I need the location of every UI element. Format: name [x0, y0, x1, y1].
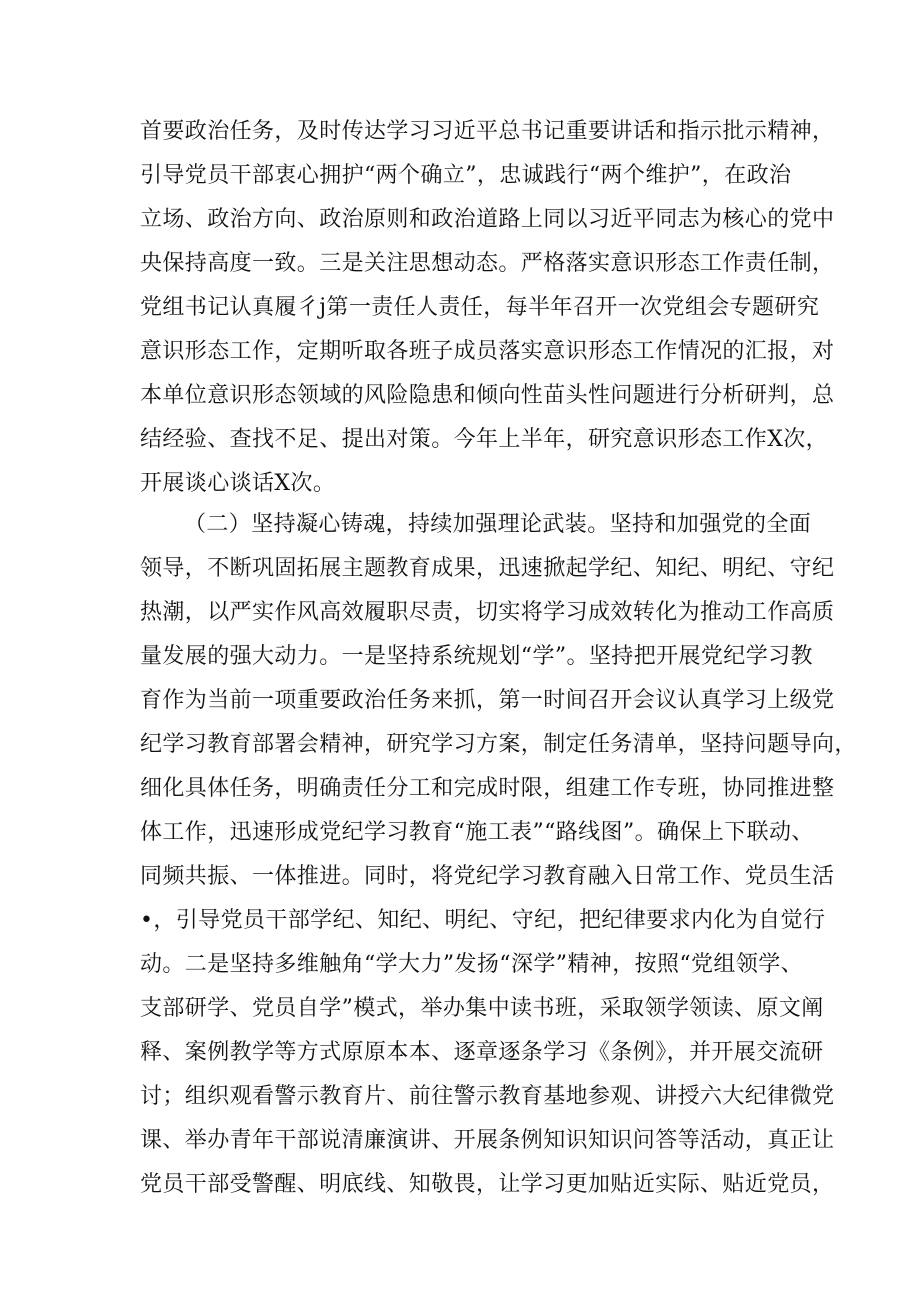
text-line: 释、案例教学等方式原原本本、逐章逐条学习《条例》，并开展交流研	[140, 1040, 824, 1065]
text-line: 纪学习教育部署会精神，研究学习方案，制定任务清单，坚持问题导向，	[140, 732, 857, 757]
text-line: 细化具体任务，明确责任分工和完成时限，组建工作专班，协同推进整	[140, 776, 835, 801]
text-line: 首要政治任务，及时传达学习习近平总书记重要讲话和指示批示精神，	[140, 119, 835, 144]
text-line: 意识形态工作，定期听取各班子成员落实意识形态工作情况的汇报，对	[140, 339, 835, 364]
text-line: 领导，不断巩固拓展主题教育成果，迅速掀起学纪、知纪、明纪、守纪	[140, 556, 835, 581]
text-line: 同频共振、一体推进。同时，将党纪学习教育融入日常工作、党员生活	[140, 864, 835, 889]
text-line: 育作为当前一项重要政治任务来抓，第一时间召开会议认真学习上级党	[140, 688, 835, 713]
text-line: 量发展的强大动力。一是坚持系统规划“学”。坚持把开展党纪学习教	[140, 644, 813, 669]
text-line: 热潮，以严实作风高效履职尽责，切实将学习成效转化为推动工作高质	[140, 600, 835, 625]
text-line: 开展谈心谈话X次。	[140, 471, 336, 496]
text-line: 讨；组织观看警示教育片、前往警示教育基地参观、讲授六大纪律微党	[140, 1084, 835, 1109]
text-line: 支部研学、党员自学”模式，举办集中读书班，采取领学领读、原文阐	[140, 996, 824, 1021]
text-line: 本单位意识形态领域的风险隐患和倾向性苗头性问题进行分析研判，总	[140, 383, 835, 408]
text-line: 党员干部受警醒、明底线、知敬畏，让学习更加贴近实际、贴近党员，	[140, 1172, 835, 1197]
text-line: 央保持高度一致。三是关注思想动态。严格落实意识形态工作责任制，	[140, 251, 835, 276]
text-line: 党组书记认真履彳j第一责任人责任，每半年召开一次党组会专题研究	[140, 295, 820, 320]
text-line: •，引导党员干部学纪、知纪、明纪、守纪，把纪律要求内化为自觉行	[140, 908, 826, 933]
paragraph-theory-study	[140, 510, 857, 1214]
text-line: 结经验、查找不足、提出对策。今年上半年，研究意识形态工作X次，	[140, 427, 829, 452]
text-line: 课、举办青年干部说清廉演讲、开展条例知识知识问答等活动，真正让	[140, 1128, 835, 1153]
text-line: 引导党员干部衷心拥护“两个确立”，忠诚践行“两个维护”，在政治	[140, 163, 792, 188]
text-line: 立场、政治方向、政治原则和政治道路上同以习近平同志为核心的党中	[140, 207, 835, 232]
text-line: 体工作，迅速形成党纪学习教育“施工表”“路线图”。确保上下联动、	[140, 820, 814, 845]
paragraph-ideology-work	[140, 117, 835, 513]
section-heading-line: （二）坚持凝心铸魂，持续加强理论武装。坚持和加强党的全面	[184, 512, 812, 537]
text-line: 动。二是坚持多维触角“学大力”发扬“深学”精神，按照“党组领学、	[140, 952, 804, 977]
